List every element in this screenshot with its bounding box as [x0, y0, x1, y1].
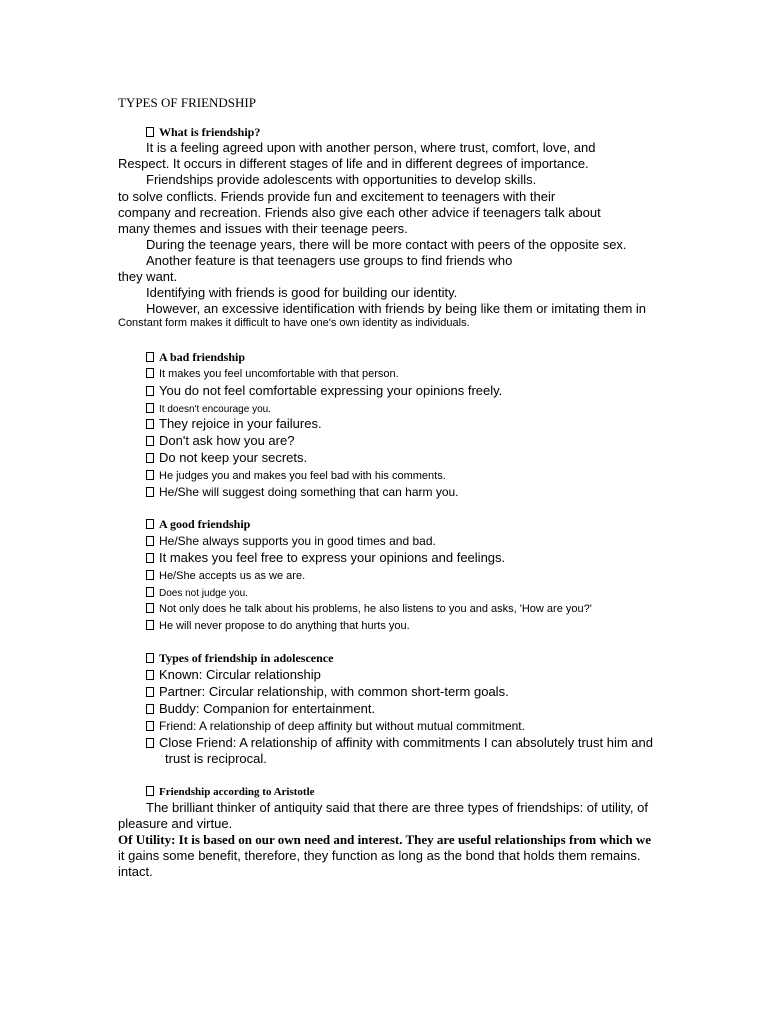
section-heading-aristotle — [146, 786, 315, 798]
list-item — [146, 368, 399, 380]
checkbox-icon — [146, 603, 154, 613]
checkbox-icon — [146, 536, 154, 546]
list-item — [146, 603, 592, 615]
list-item-text: It doesn't encourage you. — [159, 404, 271, 415]
heading-text: Types of friendship in adolescence — [159, 651, 334, 665]
list-item — [146, 620, 410, 632]
list-item-continuation: trust is reciprocal. — [165, 751, 267, 766]
list-item — [146, 685, 509, 698]
checkbox-icon — [146, 687, 154, 697]
checkbox-icon — [146, 587, 154, 597]
checkbox-icon — [146, 738, 154, 748]
list-item — [146, 403, 271, 415]
checkbox-icon — [146, 519, 154, 529]
checkbox-icon — [146, 386, 154, 396]
checkbox-icon — [146, 570, 154, 580]
list-item — [146, 470, 446, 482]
checkbox-icon — [146, 470, 154, 480]
list-item — [146, 587, 248, 599]
list-item-text: Not only does he talk about his problems, he also listens to you and asks, 'How are you?' — [159, 603, 592, 615]
list-item — [146, 668, 321, 681]
paragraph-line: they want. — [118, 269, 178, 284]
list-item-text: Partner: Circular relationship, with common short-term goals. — [159, 684, 509, 699]
document-title: TYPES OF FRIENDSHIP — [118, 95, 256, 110]
heading-text: What is friendship? — [159, 125, 261, 139]
list-item-text: You do not feel comfortable expressing your opinions freely. — [159, 383, 503, 398]
list-item-text: He judges you and makes you feel bad with his comments. — [159, 470, 446, 482]
paragraph-line: Friendships provide adolescents with opportunities to develop skills. — [146, 172, 537, 187]
section-heading-good — [146, 518, 250, 530]
checkbox-icon — [146, 368, 154, 378]
heading-text: A bad friendship — [159, 350, 246, 364]
list-item-text: Friend: A relationship of deep affinity but without mutual commitment. — [159, 719, 525, 733]
paragraph-line: intact. — [118, 864, 153, 879]
paragraph-line: pleasure and virtue. — [118, 816, 233, 831]
checkbox-icon — [146, 653, 154, 663]
paragraph-line: it gains some benefit, therefore, they function as long as the bond that holds them remains. — [118, 848, 641, 863]
list-item — [146, 535, 436, 547]
heading-text: Friendship according to Aristotle — [159, 786, 315, 798]
paragraph-line: It is a feeling agreed upon with another person, where trust, comfort, love, and — [146, 140, 596, 155]
list-item-text: Don't ask how you are? — [159, 433, 295, 448]
paragraph-line: Another feature is that teenagers use groups to find friends who — [146, 253, 513, 268]
list-item — [146, 434, 294, 447]
section-heading-types — [146, 652, 333, 664]
list-item-text: Close Friend: A relationship of affinity with commitments I can absolutely trust him and — [159, 735, 653, 750]
paragraph-line: to solve conflicts. Friends provide fun and excitement to teenagers with their — [118, 189, 556, 204]
checkbox-icon — [146, 620, 154, 630]
checkbox-icon — [146, 786, 154, 796]
paragraph-line: During the teenage years, there will be more contact with peers of the opposite sex. — [146, 237, 627, 252]
list-item — [146, 486, 459, 498]
paragraph-line: many themes and issues with their teenage peers. — [118, 221, 408, 236]
list-item-text: He will never propose to do anything that hurts you. — [159, 620, 410, 632]
list-item-text: He/She always supports you in good times and bad. — [159, 534, 436, 548]
list-item-text: It makes you feel free to express your opinions and feelings. — [159, 550, 506, 565]
paragraph-line: Identifying with friends is good for building our identity. — [146, 285, 458, 300]
list-item-text: He/She will suggest doing something that can harm you. — [159, 485, 459, 499]
list-item-text: Does not judge you. — [159, 588, 248, 599]
paragraph-line: The brilliant thinker of antiquity said that there are three types of friendships: of utility, of — [146, 800, 648, 815]
checkbox-icon — [146, 553, 154, 563]
list-item-text: Do not keep your secrets. — [159, 450, 308, 465]
checkbox-icon — [146, 127, 154, 137]
paragraph-line: Constant form makes it difficult to have one's own identity as individuals. — [118, 317, 470, 329]
list-item-text: They rejoice in your failures. — [159, 416, 322, 431]
list-item — [146, 417, 322, 430]
list-item — [146, 384, 502, 397]
checkbox-icon — [146, 487, 154, 497]
checkbox-icon — [146, 419, 154, 429]
list-item-text: He/She accepts us as we are. — [159, 570, 306, 582]
paragraph-line-bold: Of Utility: It is based on our own need and interest. They are useful relationships from which we — [118, 832, 652, 847]
checkbox-icon — [146, 403, 154, 413]
list-item — [146, 570, 305, 582]
list-item — [146, 451, 307, 464]
list-item — [146, 551, 505, 564]
list-item — [146, 736, 653, 749]
list-item-text: Buddy: Companion for entertainment. — [159, 701, 376, 716]
paragraph-line: company and recreation. Friends also give each other advice if teenagers talk about — [118, 205, 601, 220]
paragraph-line: Respect. It occurs in different stages of life and in different degrees of importance. — [118, 156, 589, 171]
section-heading-bad — [146, 351, 245, 363]
checkbox-icon — [146, 436, 154, 446]
list-item — [146, 720, 525, 732]
paragraph-line: However, an excessive identification with friends by being like them or imitating them in — [146, 301, 647, 316]
checkbox-icon — [146, 670, 154, 680]
checkbox-icon — [146, 704, 154, 714]
list-item-text: Known: Circular relationship — [159, 667, 321, 682]
heading-text: A good friendship — [159, 517, 251, 531]
list-item — [146, 702, 375, 715]
checkbox-icon — [146, 453, 154, 463]
checkbox-icon — [146, 721, 154, 731]
list-item-text: It makes you feel uncomfortable with that person. — [159, 368, 399, 380]
checkbox-icon — [146, 352, 154, 362]
section-heading-what — [146, 126, 260, 138]
